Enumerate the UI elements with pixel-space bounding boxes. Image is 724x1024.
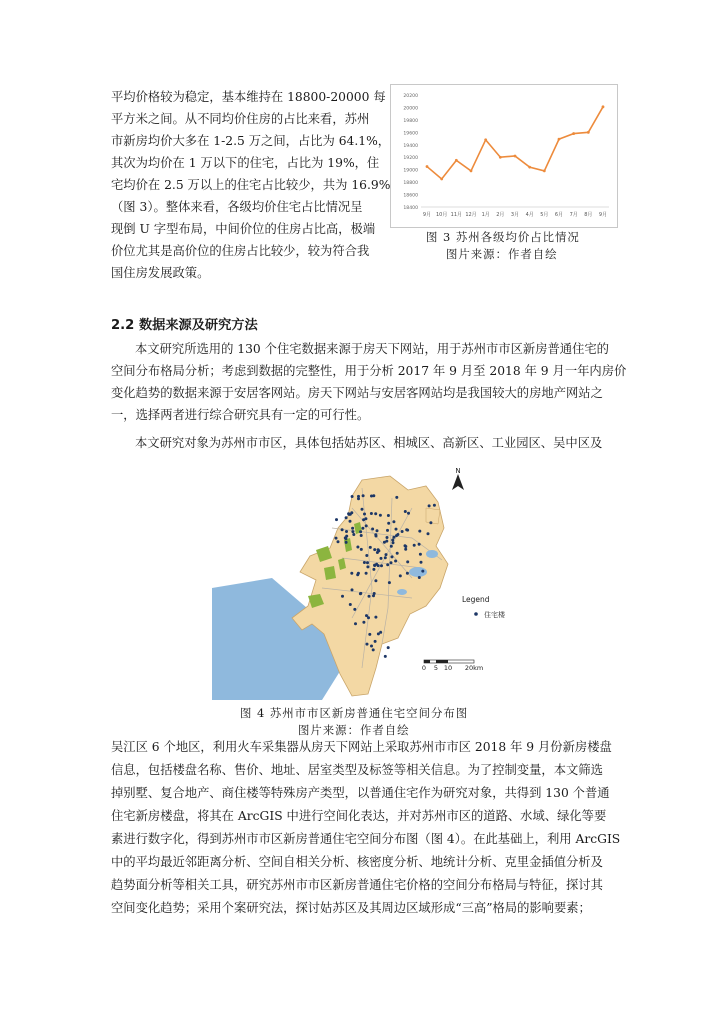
residential-dot — [372, 568, 375, 571]
residential-dot — [387, 514, 390, 517]
y-tick-label: 19200 — [403, 156, 418, 162]
y-tick-label: 19000 — [403, 168, 418, 174]
text-line: 平方米之间。从不同均价住房的占比来看，苏州 — [111, 112, 370, 126]
residential-dot — [345, 535, 348, 538]
residential-dot — [383, 541, 386, 544]
figure-3-caption: 图 3 苏州各级均价占比情况 — [426, 230, 580, 244]
residential-dot — [413, 544, 416, 547]
y-tick-label: 18600 — [403, 193, 418, 199]
residential-dot — [386, 536, 389, 539]
residential-dot — [347, 512, 350, 515]
x-tick-label: 7月 — [569, 212, 578, 218]
residential-dot — [406, 529, 409, 532]
data-point — [528, 166, 531, 169]
data-point — [587, 131, 590, 134]
residential-dot — [380, 564, 383, 567]
residential-dot — [351, 530, 354, 533]
residential-dot — [335, 518, 338, 521]
scale-bar — [422, 660, 483, 672]
residential-dot — [367, 616, 370, 619]
x-tick-label: 5月 — [540, 212, 549, 218]
legend-dot-icon — [474, 612, 478, 616]
text-line: 空间分布格局分析；考虑到数据的完整性，用于分析 2017 年 9 月至 2018 年 9 月一年内房价 — [111, 364, 627, 378]
text-line: 趋势面分析等相关工具，研究苏州市市区新房普通住宅价格的空间分布格局与特征，探讨其 — [111, 878, 603, 892]
data-point — [514, 155, 517, 158]
residential-dot — [373, 548, 376, 551]
residential-dot — [360, 534, 363, 537]
residential-dot — [396, 552, 399, 555]
residential-dot — [404, 545, 407, 548]
north-label: N — [455, 468, 461, 475]
residential-dot — [377, 632, 380, 635]
residential-dot — [341, 595, 344, 598]
residential-dot — [374, 533, 377, 536]
residential-dot — [366, 561, 369, 564]
residential-dot — [345, 541, 348, 544]
residential-dot — [361, 508, 364, 511]
residential-dot — [370, 512, 373, 515]
residential-dot — [374, 640, 377, 643]
residential-dot — [359, 530, 362, 533]
residential-dot — [350, 572, 353, 575]
residential-dot — [433, 504, 436, 507]
x-tick-label: 6月 — [554, 212, 564, 218]
residential-dot — [351, 495, 354, 498]
residential-dot — [404, 510, 407, 513]
residential-dot — [428, 504, 431, 507]
residential-dot — [368, 633, 371, 636]
data-point — [455, 159, 458, 162]
figure-3-source: 图片来源：作者自绘 — [446, 247, 558, 261]
residential-dot — [366, 643, 369, 646]
residential-dot — [372, 648, 375, 651]
paragraph-3-line: 本文研究对象为苏州市市区，具体包括姑苏区、相城区、高新区、工业园区、吴中区及 — [135, 436, 603, 450]
text-line: 掉别墅、复合地产、商住楼等特殊房产类型，以普通住宅作为研究对象，共得到 130 个普通 — [111, 786, 610, 800]
residential-dot — [357, 572, 360, 575]
residential-dot — [377, 564, 380, 567]
residential-dot — [386, 529, 389, 532]
x-tick-label: 9月 — [598, 212, 608, 218]
text-line: 其次为均价在 1 万以下的住宅，占比为 19%，住 — [111, 156, 380, 170]
residential-dot — [371, 528, 374, 531]
residential-dot — [390, 561, 393, 564]
residential-dot — [365, 524, 368, 527]
residential-dot — [362, 518, 365, 521]
data-point — [484, 138, 487, 141]
residential-dot — [394, 560, 397, 563]
data-point — [470, 170, 473, 173]
residential-dot — [351, 527, 354, 530]
residential-dot — [363, 513, 366, 516]
residential-dot — [392, 536, 395, 539]
figure-4-caption: 图 4 苏州市市区新房普通住宅空间分布图 — [240, 706, 469, 720]
figure-4-map — [212, 468, 512, 700]
y-tick-label: 18800 — [403, 181, 418, 187]
scale-tick: 0 — [421, 664, 427, 672]
residential-dot — [369, 546, 372, 549]
y-tick-label: 18400 — [403, 206, 418, 211]
residential-dot — [365, 554, 368, 557]
residential-dot — [374, 579, 377, 582]
residential-dot — [354, 622, 357, 625]
residential-dot — [341, 528, 344, 531]
residential-dot — [419, 553, 422, 556]
data-point — [440, 178, 443, 181]
text-line: 宅均价在 2.5 万以上的住宅占比较少，共为 16.9% — [111, 178, 391, 192]
residential-dot — [362, 494, 365, 497]
residential-dot — [362, 621, 365, 624]
residential-dot — [418, 543, 421, 546]
residential-dot — [380, 557, 383, 560]
text-line: 吴江区 6 个地区，利用火车采集器从房天下网站上采取苏州市市区 2018 年 9 月份新房楼盘 — [111, 740, 612, 754]
residential-dot — [366, 565, 369, 568]
text-line: 平均价格较为稳定，基本维持在 18800-20000 每 — [111, 90, 386, 104]
residential-dot — [406, 560, 409, 563]
text-line: 变化趋势的数据来源于安居客网站。房天下网站与安居客网站均是我国较大的房地产网站之 — [111, 386, 603, 400]
residential-dot — [356, 546, 359, 549]
legend-item: 住宅楼 — [484, 611, 505, 619]
inner-lake — [409, 567, 427, 577]
y-tick-label: 20000 — [403, 106, 418, 112]
residential-dot — [384, 556, 387, 559]
residential-dot — [379, 514, 382, 517]
residential-dot — [406, 572, 409, 575]
residential-dot — [353, 608, 356, 611]
x-tick-label: 12月 — [465, 212, 477, 218]
residential-dot — [373, 592, 376, 595]
residential-dot — [344, 537, 347, 540]
residential-dot — [387, 522, 390, 525]
residential-dot — [352, 533, 355, 536]
legend-title: Legend — [462, 595, 490, 604]
residential-dot — [370, 495, 373, 498]
text-line: 信息，包括楼盘名称、售价、地址、居室类型及标签等相关信息。为了控制变量，本文筛选 — [111, 763, 603, 777]
residential-dot — [357, 495, 360, 498]
residential-dot — [365, 572, 368, 575]
residential-dot — [359, 592, 362, 595]
north-arrow-icon — [452, 468, 464, 490]
residential-dot — [373, 564, 376, 567]
text-line: 空间变化趋势；采用个案研究法，探讨姑苏区及其周边区域形成“三高”格局的影响要素； — [111, 901, 591, 915]
text-line: （图 3）。整体来看，各级均价住宅占比情况呈 — [111, 200, 363, 214]
text-line: 价位尤其是高价位的住房占比较少，较为符合我 — [111, 244, 370, 258]
residential-dot — [349, 603, 352, 606]
residential-dot — [395, 528, 398, 531]
y-tick-label: 19400 — [403, 143, 418, 149]
scale-tick: 20km — [464, 664, 484, 672]
inner-lake — [397, 589, 407, 595]
residential-dot — [350, 511, 353, 514]
residential-dot — [401, 530, 404, 533]
map-svg — [212, 468, 512, 700]
residential-dot — [361, 527, 364, 530]
data-point — [426, 165, 429, 168]
residential-dot — [396, 533, 399, 536]
residential-dot — [407, 512, 410, 515]
figure-3-chart — [390, 84, 618, 228]
data-point — [558, 138, 561, 141]
residential-dot — [360, 548, 363, 551]
text-line: 国住房发展政策。 — [111, 266, 210, 280]
residential-dot — [370, 645, 373, 648]
residential-dot — [345, 516, 348, 519]
x-tick-label: 1月 — [481, 212, 490, 218]
residential-dot — [349, 520, 352, 523]
residential-dot — [363, 561, 366, 564]
data-point — [602, 105, 605, 108]
residential-dot — [377, 548, 380, 551]
residential-dot — [368, 595, 371, 598]
scale-tick: 10 — [443, 664, 453, 672]
residential-dot — [391, 539, 394, 542]
residential-dot — [390, 545, 393, 548]
text-line: 素进行数字化，得到苏州市市区新房普通住宅空间分布图（图 4）。在此基础上，利用 ArcGIS — [111, 832, 621, 846]
residential-dot — [351, 588, 354, 591]
residential-dot — [420, 561, 423, 564]
text-line: 住宅新房楼盘，将其在 ArcGIS 中进行空间化表达，并对苏州市区的道路、水域、绿化等要 — [111, 809, 607, 823]
residential-dot — [384, 655, 387, 658]
x-tick-label: 11月 — [450, 212, 463, 218]
residential-dot — [418, 576, 421, 579]
residential-dot — [345, 530, 348, 533]
residential-dot — [399, 574, 402, 577]
residential-dot — [387, 646, 390, 649]
residential-dot — [421, 570, 424, 573]
residential-dot — [337, 540, 340, 543]
line-chart — [391, 85, 617, 227]
text-line: 本文研究所选用的 130 个住宅数据来源于房天下网站，用于苏州市市区新房普通住宅的 — [135, 342, 609, 356]
inner-lake — [426, 550, 438, 558]
residential-dot — [429, 521, 432, 524]
residential-dot — [374, 512, 377, 515]
residential-dot — [418, 530, 421, 533]
series-line — [427, 107, 603, 179]
data-point — [572, 132, 575, 135]
x-tick-label: 8月 — [584, 212, 593, 218]
section-heading: 2.2 数据来源及研究方法 — [111, 318, 258, 333]
residential-dot — [386, 563, 389, 566]
y-tick-label: 20200 — [403, 94, 418, 99]
x-tick-label: 3月 — [510, 212, 520, 218]
residential-dot — [374, 616, 377, 619]
residential-dot — [376, 529, 379, 532]
residential-dot — [392, 520, 395, 523]
text-line: 市新房均价大多在 1-2.5 万之间，占比为 64.1%， — [111, 134, 391, 148]
residential-dot — [335, 537, 338, 540]
data-point — [543, 170, 546, 173]
data-point — [499, 156, 502, 159]
y-tick-label: 19800 — [403, 118, 418, 124]
x-tick-label: 9月 — [422, 212, 432, 218]
residential-dot — [388, 581, 391, 584]
residential-dot — [395, 496, 398, 499]
residential-dot — [427, 532, 430, 535]
residential-dot — [392, 541, 395, 544]
residential-dot — [391, 555, 394, 558]
text-line: 中的平均最近邻距离分析、空间自相关分析、核密度分析、地统计分析、克里金插值分析及 — [111, 855, 603, 869]
text-line: 现倒 U 字型布局，中间价位的住房占比高，极端 — [111, 222, 376, 236]
text-line: 一，选择两者进行综合研究具有一定的可行性。 — [111, 408, 370, 422]
x-tick-label: 10月 — [435, 212, 448, 218]
scale-tick: 5 — [433, 664, 439, 672]
residential-dot — [385, 553, 388, 556]
x-tick-label: 4月 — [525, 212, 534, 218]
residential-dot — [404, 548, 407, 551]
y-tick-label: 19600 — [403, 131, 418, 137]
x-tick-label: 2月 — [496, 212, 505, 218]
figure-4-source: 图片来源：作者自绘 — [298, 723, 410, 737]
